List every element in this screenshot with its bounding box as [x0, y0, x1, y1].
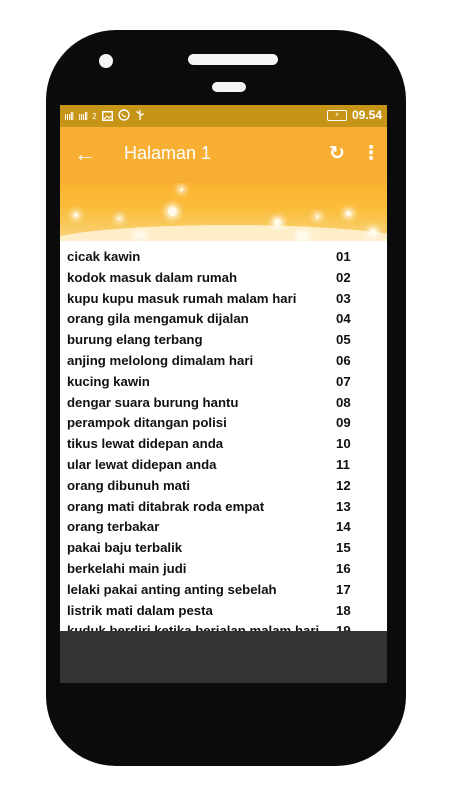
- list-item[interactable]: [60, 247, 387, 268]
- list-item-label: kodok masuk dalam rumah: [67, 269, 238, 285]
- list-item-number: 14: [336, 519, 351, 535]
- screen: [60, 105, 387, 683]
- list-item-label: listrik mati dalam pesta: [67, 602, 213, 618]
- list-item-number: 18: [336, 602, 351, 618]
- image-icon: [102, 110, 113, 124]
- more-vertical-icon: ⋮: [361, 143, 381, 164]
- list-item-number: 12: [336, 477, 351, 493]
- list-item-number: 13: [336, 498, 351, 514]
- list-item[interactable]: [60, 351, 387, 372]
- list-item[interactable]: [60, 580, 387, 601]
- list-item[interactable]: [60, 601, 387, 622]
- page-title: Halaman 1: [124, 143, 212, 163]
- list-item-number: 07: [336, 373, 351, 389]
- sparkle: [168, 207, 177, 216]
- header-banner: [60, 183, 387, 241]
- list-item-label: anjing melolong dimalam hari: [67, 352, 254, 368]
- list-item-number: 16: [336, 560, 351, 576]
- sparkle: [370, 229, 376, 235]
- list-item[interactable]: [60, 497, 387, 518]
- list-item-label: burung elang terbang: [67, 332, 203, 348]
- app-bar: [60, 127, 387, 183]
- list-item[interactable]: [60, 289, 387, 310]
- overflow-menu-button[interactable]: [359, 139, 383, 169]
- sparkle: [316, 215, 319, 218]
- list-item-label: lelaki pakai anting anting sebelah: [67, 581, 277, 597]
- refresh-button[interactable]: [323, 139, 351, 169]
- item-list: [60, 247, 387, 642]
- list-item-number: 01: [336, 249, 351, 264]
- list-item-label: dengar suara burung hantu: [67, 394, 239, 410]
- status-left-icons: [64, 109, 145, 124]
- status-time: 09.54: [351, 108, 382, 122]
- back-button[interactable]: [70, 139, 100, 169]
- list-item-label: orang mati ditabrak roda empat: [67, 498, 265, 514]
- list-item-label: cicak kawin: [67, 249, 141, 264]
- whatsapp-icon: [118, 109, 130, 124]
- sparkle: [180, 188, 183, 191]
- status-bar: [60, 105, 387, 127]
- list-item-label: tikus lewat didepan anda: [67, 436, 224, 452]
- list-item[interactable]: [60, 393, 387, 414]
- usb-icon: [135, 109, 145, 124]
- status-right: [327, 108, 382, 122]
- bottom-bar: [60, 631, 387, 683]
- list-item[interactable]: [60, 372, 387, 393]
- list-item[interactable]: [60, 309, 387, 330]
- sim2-label: 2: [92, 112, 97, 121]
- refresh-icon: ↻: [329, 143, 345, 164]
- list-item-number: 11: [336, 456, 350, 472]
- list-item-number: 08: [336, 394, 351, 410]
- list-item-label: berkelahi main judi: [67, 560, 187, 576]
- signal-icon: ıııll: [64, 110, 74, 123]
- list-item-label: perampok ditangan polisi: [67, 415, 227, 431]
- front-camera: [99, 54, 113, 68]
- list-item-label: orang terbakar: [67, 519, 160, 535]
- list-item[interactable]: [60, 413, 387, 434]
- sparkle: [74, 213, 78, 217]
- list-item-number: 03: [336, 290, 351, 306]
- list-item[interactable]: [60, 538, 387, 559]
- battery-charging-icon: ⚡: [327, 110, 347, 121]
- list-item[interactable]: [60, 434, 387, 455]
- list-item-number: 05: [336, 332, 351, 348]
- sparkle: [274, 219, 281, 226]
- list-item-number: 06: [336, 352, 351, 368]
- phone-frame: [46, 30, 406, 766]
- list-item-label: kupu kupu masuk rumah malam hari: [67, 290, 297, 306]
- list-item-number: 02: [336, 269, 351, 285]
- sparkle: [118, 217, 121, 220]
- sparkle: [346, 211, 351, 216]
- list-item[interactable]: [60, 517, 387, 538]
- list-item[interactable]: [60, 476, 387, 497]
- list-item[interactable]: [60, 330, 387, 351]
- banner-wave: [60, 225, 387, 241]
- list-item-label: pakai baju terbalik: [67, 540, 183, 556]
- list-item-number: 04: [336, 311, 351, 327]
- list-item-label: orang dibunuh mati: [67, 477, 191, 493]
- earpiece-speaker: [188, 54, 278, 65]
- arrow-left-icon: ←: [74, 141, 96, 166]
- list-item-number: 10: [336, 436, 351, 452]
- list-item[interactable]: [60, 455, 387, 476]
- list-item-number: 17: [336, 581, 351, 597]
- sparkle: [136, 233, 144, 237]
- sparkle: [298, 233, 308, 239]
- proximity-sensor: [212, 82, 246, 92]
- list-item-label: orang gila mengamuk dijalan: [67, 311, 249, 327]
- list-item[interactable]: [60, 559, 387, 580]
- list-item-label: ular lewat didepan anda: [67, 456, 217, 472]
- list-item-number: 09: [336, 415, 351, 431]
- signal-icon-sim2: ıııll: [78, 110, 88, 123]
- list-item-label: kucing kawin: [67, 373, 150, 389]
- list-item[interactable]: [60, 268, 387, 289]
- list-item-number: 15: [336, 540, 351, 556]
